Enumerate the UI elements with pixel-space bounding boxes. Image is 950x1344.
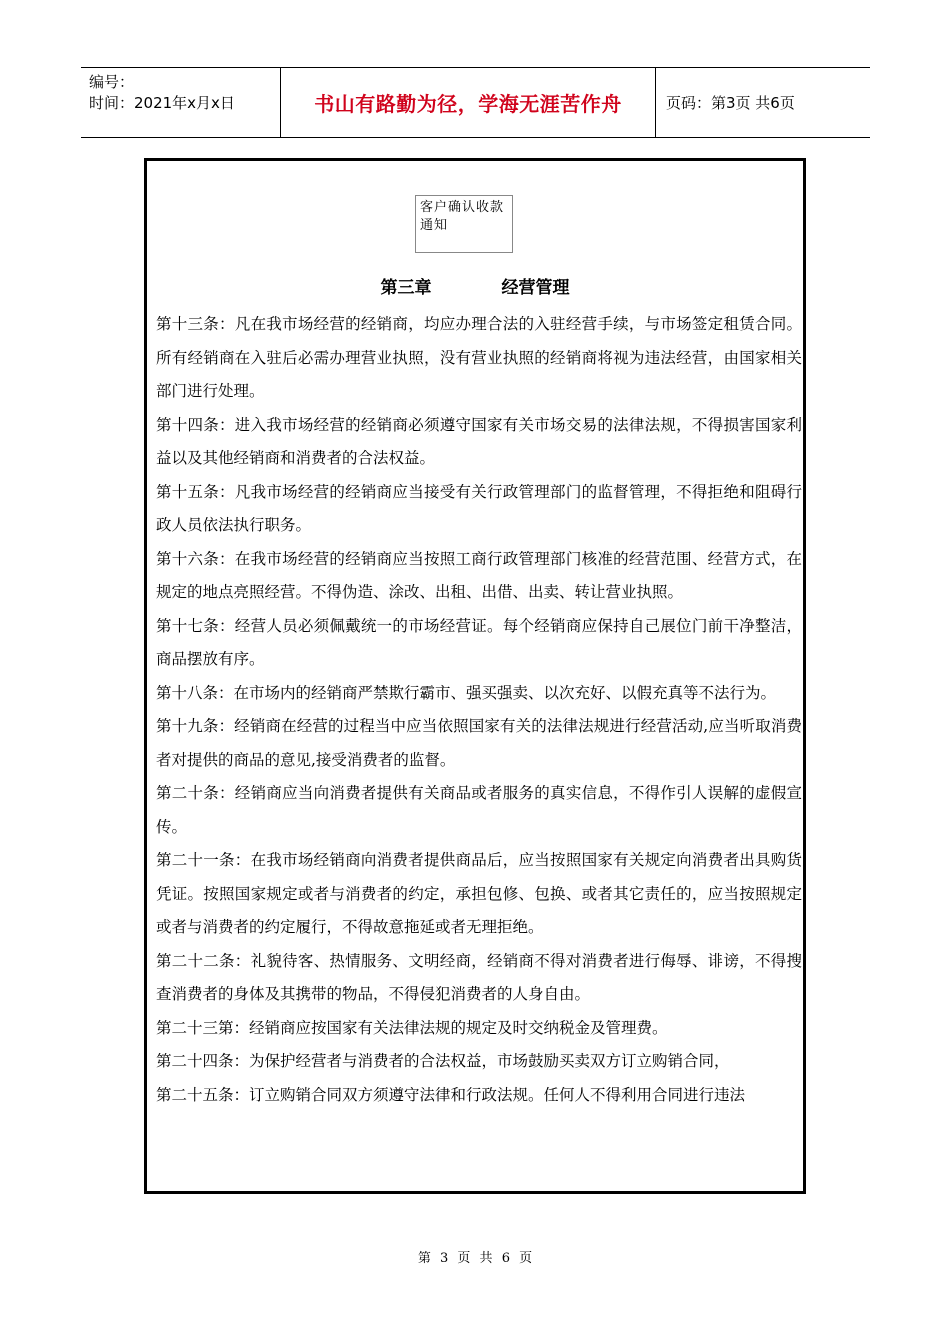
header-motto-cell (281, 68, 656, 137)
chapter-number: 第三章 (380, 278, 432, 298)
chapter-title: 经营管理 (501, 278, 570, 298)
number-label: 编号： (89, 73, 135, 91)
articles (156, 308, 802, 1112)
content-frame (144, 158, 806, 1194)
header-page-cell (656, 68, 870, 137)
article: 第二十五条：订立购销合同双方须遵守法律和行政法规。任何人不得利用合同进行违法 (156, 1085, 746, 1104)
article: 第二十一条：在我市场经销商向消费者提供商品后，应当按照国家有关规定向消费者出具购货凭证。按照国家规定或者与消费者的约定，承担包修、包换、或者其它责任的，应当按照规定或者与消费者的约定履行，不得故意拖延或者无理拒绝。 (156, 851, 802, 936)
date-label: 时间：2021年x月x日 (89, 94, 235, 112)
motto: 书山有路勤为径，学海无涯苦作舟 (314, 92, 622, 116)
article: 第十四条：进入我市场经营的经销商必须遵守国家有关市场交易的法律法规，不得损害国家利益以及其他经销商和消费者的合法权益。 (156, 415, 802, 467)
page-label: 页码：第3页 共6页 (666, 94, 795, 112)
article: 第十八条：在市场内的经销商严禁欺行霸市、强买强卖、以次充好、以假充真等不法行为。 (156, 683, 777, 702)
article: 第二十条：经销商应当向消费者提供有关商品或者服务的真实信息，不得作引人误解的虚假宣传。 (156, 784, 802, 836)
chapter-heading (147, 273, 803, 298)
article: 第十六条：在我市场经营的经销商应当按照工商行政管理部门核准的经营范围、经营方式，在规定的地点亮照经营。不得伪造、涂改、出租、出借、出卖、转让营业执照。 (156, 549, 802, 601)
article: 第二十三第：经销商应按国家有关法律法规的规定及时交纳税金及管理费。 (156, 1018, 668, 1037)
header-meta-cell (81, 68, 281, 137)
article: 第十五条：凡我市场经营的经销商应当接受有关行政管理部门的监督管理，不得拒绝和阻碍行政人员依法执行职务。 (156, 482, 802, 534)
article: 第二十二条：礼貌待客、热情服务、文明经商，经销商不得对消费者进行侮辱、诽谤，不得搜查消费者的身体及其携带的物品，不得侵犯消费者的人身自由。 (156, 951, 802, 1003)
article: 第十三条：凡在我市场经营的经销商，均应办理合法的入驻经营手续，与市场签定租赁合同。所有经销商在入驻后必需办理营业执照，没有营业执照的经销商将视为违法经营，由国家相关部门进行处理。 (156, 315, 802, 400)
article: 第十七条：经营人员必须佩戴统一的市场经营证。每个经销商应保持自己展位门前干净整洁，商品摆放有序。 (156, 616, 802, 668)
article: 第十九条：经销商在经营的过程当中应当依照国家有关的法律法规进行经营活动,应当听取消费者对提供的商品的意见,接受消费者的监督。 (156, 717, 802, 769)
article: 第二十四条：为保护经营者与消费者的合法权益，市场鼓励买卖双方订立购销合同， (156, 1052, 730, 1070)
confirm-notice-box: 客户确认收款通知 (415, 195, 513, 253)
page-footer: 第 3 页 共 6 页 (417, 1251, 533, 1266)
header-table (81, 67, 870, 138)
